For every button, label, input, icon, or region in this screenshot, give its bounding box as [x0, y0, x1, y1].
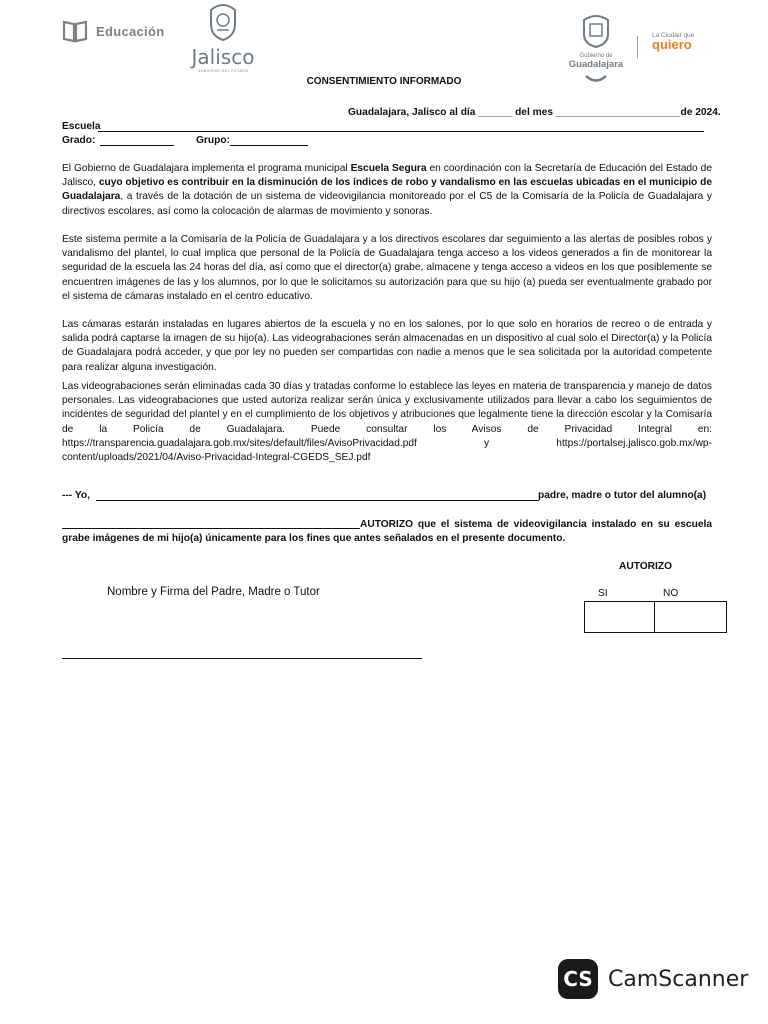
- yo-prefix: --- Yo,: [62, 490, 90, 501]
- logo-divider: [637, 36, 638, 58]
- paragraph-3: Las cámaras estarán instaladas en lugares abiertos de la escuela y no en los salones, por lo que solo en horarios de recreo o de entrada y salida podrá captarse la imagen de su hijo(a). Las videograbaciones serán almacenadas en un dispositivo al cual solo el Director(a) y la Policía de Guadalajara podrá acceder, y que por ley no pueden ser compartidas con nadie a menos que le sea solicitada por la autoridad competente para realizar alguna investigación.: [62, 319, 712, 373]
- jalisco-crest-icon: [205, 2, 241, 42]
- paragraph-1: [62, 162, 712, 219]
- grado-field[interactable]: [100, 145, 174, 146]
- nombre-padre-field[interactable]: [96, 500, 539, 501]
- quiero-text: quiero: [652, 37, 692, 52]
- grupo-label: Grupo:: [196, 135, 230, 146]
- firma-label: Nombre y Firma del Padre, Madre o Tutor: [107, 586, 320, 598]
- autorizo-sentence: AUTORIZO que el sistema de videovigilancia instalado en su escuela grabe imágenes de mi hijo(a) únicamente para los fines que antes señalados en el presente documento.: [62, 519, 712, 545]
- p1-escuela-segura: Escuela Segura: [350, 163, 427, 174]
- firma-field[interactable]: [62, 658, 422, 659]
- si-label: SI: [598, 588, 608, 599]
- date-line: Guadalajara, Jalisco al día ______ del mes ______________________de 2024.: [348, 107, 721, 118]
- camscanner-watermark: [558, 959, 748, 999]
- educacion-text: Educación: [96, 23, 165, 39]
- no-label: NO: [663, 588, 679, 599]
- document-title: CONSENTIMIENTO INFORMADO: [306, 76, 462, 87]
- jalisco-logo: [190, 2, 256, 73]
- autorizo-header: AUTORIZO: [619, 561, 673, 572]
- autorizo-table-divider: [654, 601, 655, 633]
- p1-objetivo: cuyo objetivo es contribuir en la disminución de los índices de robo y vandalismo en las escuelas ubicadas en el municipio de Guadalajara: [62, 177, 712, 203]
- guadalajara-crest-icon: [579, 14, 613, 48]
- camscanner-text: CamScanner: [608, 966, 749, 992]
- paragraph-2: Este sistema permite a la Comisaría de la Policía de Guadalajara y a los directivos escolares dar seguimiento a las alertas de posibles robos y vandalismo del plantel, lo cual implica que personal de la Policía de Guadalajara tenga acceso a los videos generados a fin de monitorear la seguridad de la escuela las 24 horas del día, así como que el director(a) grabe, almacene y tenga acceso a videos en los que posiblemente se encuentren imágenes de las y los alumnos, por lo que le solicitamos su autorización para que su hijo (a) pueda ser eventualmente grabado por el sistema de cámaras instalado en el centro educativo.: [62, 234, 712, 302]
- paragraph-4: Las videograbaciones serán eliminadas cada 30 días y tratadas conforme lo establece las leyes en materia de transparencia y manejo de datos personales. Las videograbaciones que usted autoriza realizar serán única y exclusivamente utilizados para llevar a cabo los seguimientos de incidentes de seguridad del plantel y en el cumplimiento de los objetivos y atribuciones que legalmente tiene la dirección escolar y la Comisaría de la Policía de Guadalajara. Puede consultar los Avisos de Privacidad Integral en: https://transparencia.guadalajara.gob.mx/sites/default/files/AvisoPrivacidad.pdf y https://portalsej.jalisco.gob.mx/wp-content/uploads/2021/04/Aviso-Privacidad-Integral-CGEDS_SEJ.pdf: [62, 381, 712, 464]
- escuela-label: Escuela: [62, 121, 101, 132]
- guadalajara-text: Guadalajara: [568, 59, 624, 70]
- book-icon: [62, 18, 88, 44]
- jalisco-subtitle: GOBIERNO DEL ESTADO: [197, 69, 249, 73]
- camscanner-badge: CS: [558, 959, 598, 999]
- si-checkbox[interactable]: [586, 603, 653, 631]
- educacion-logo: [62, 18, 164, 44]
- gobierno-de-text: Gobierno de: [579, 53, 613, 59]
- jalisco-text: Jalisco: [191, 45, 255, 69]
- p1-text-c: en coordinación con la Secretaría de Educación del Estado de Jalisco,: [62, 163, 712, 189]
- no-checkbox[interactable]: [656, 603, 724, 631]
- grado-label: Grado:: [62, 135, 96, 146]
- escuela-field[interactable]: [98, 131, 704, 132]
- p1-text-e: , a través de la dotación de un sistema de videovigilancia monitoreado por el C5 de la Comisaría de la Policía de Guadalajara y directivos escolares, así como la colocación de alarmas de movimiento y sonoras.: [62, 191, 712, 217]
- la-ciudad-que-text: La Ciudad que: [652, 32, 695, 39]
- p1-text-a: El Gobierno de Guadalajara implementa el programa municipal: [62, 163, 351, 174]
- grupo-field[interactable]: [230, 145, 308, 146]
- yo-suffix: padre, madre o tutor del alumno(a): [538, 490, 707, 501]
- la-ciudad-que-quiero-logo: [652, 32, 712, 52]
